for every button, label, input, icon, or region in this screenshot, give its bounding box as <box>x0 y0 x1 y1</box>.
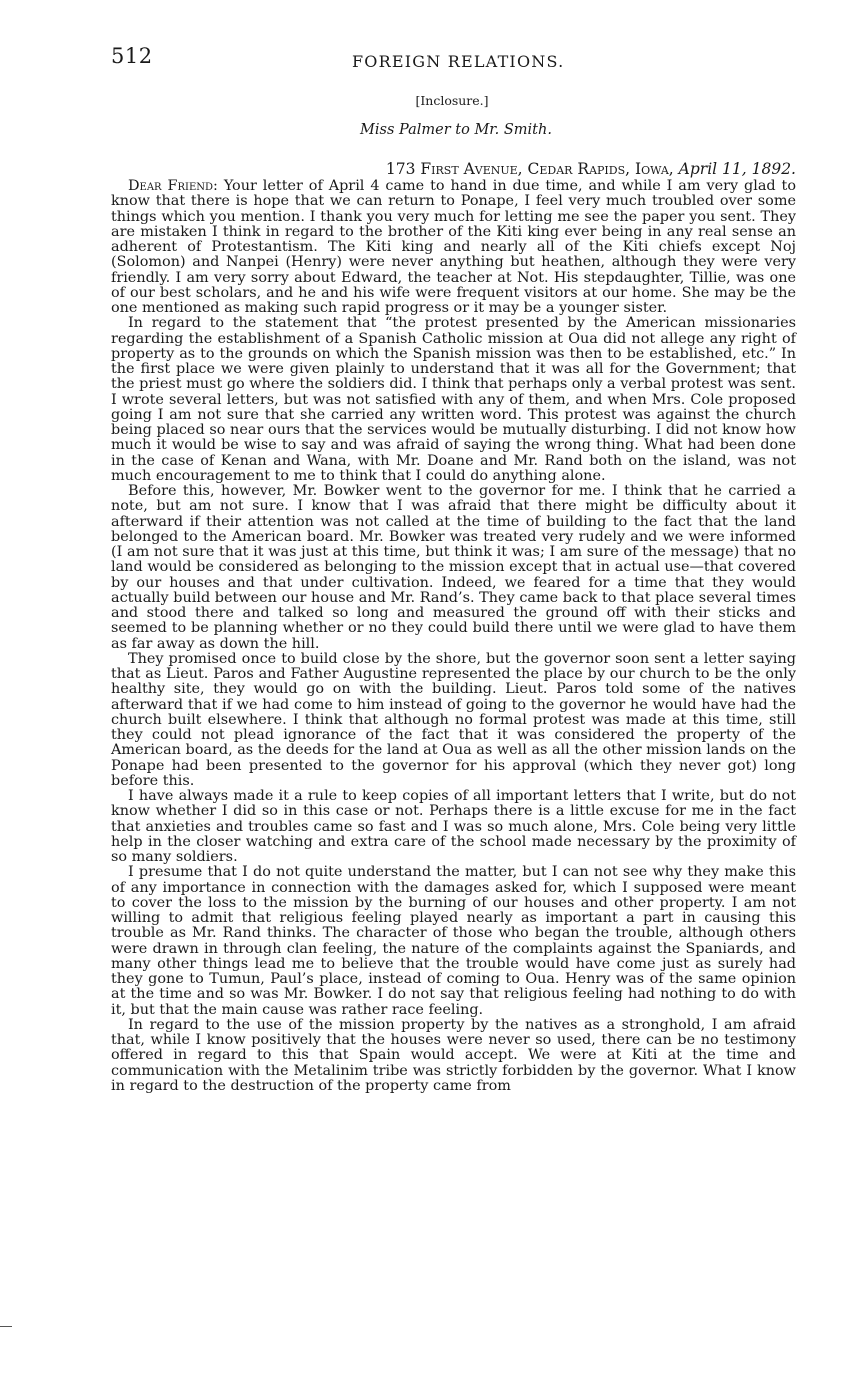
paragraph-3: Before this, however, Mr. Bowker went to the governor for me. I think that he carried a note, but am not sure. I know that I was afraid that there might be difficulty about it afterward if their attention was not called at the time of building to the fact that the land belonged to the American board. Mr. Bowker was treated very rudely and we were informed (I am not sure that it was just at this time, but think it was; I am sure of the message) that no land would be considered as belonging to the mission except that in actual use—that covered by our houses and that under cultivation. Indeed, we feared for a time that they would actually build between our house and Mr. Rand’s. They came back to that place several times and stood there and talked so long and measured the ground off with their sticks and seemed to be planning whether or no they could build there until we were glad to have them as far away as down the hill. <box>111 483 796 652</box>
running-title: FOREIGN RELATIONS. <box>352 52 565 71</box>
letter-address-line <box>386 160 796 178</box>
paragraph-5: I have always made it a rule to keep copies of all important letters that I write, but do not know whether I did so in this case or not. Perhaps there is a little excuse for me in the fact that anxieties and troubles came so fast and I was so much alone, Mrs. Cole being very little help in the closer watching and extra care of the school made necessary by the proximity of so many soldiers. <box>111 788 796 865</box>
paragraph-text: Your letter of April 4 came to hand in due time, and while I am very glad to know that there is hope that we can return to Ponape, I feel very much troubled over some things which you mention. I thank you very much for letting me see the paper you sent. They are mistaken I think in regard to the brother of the Kiti king ever being in any real sense an adherent of Protestantism. The Kiti king and nearly all of the Kiti chiefs except Noj (Solomon) and Nanpei (Henry) were never anything but heathen, although they were very friendly. I am very sorry about Edward, the teacher at Not. His stepdaughter, Tillie, was one of our best scholars, and he and his wife were frequent visitors at our home. She may be the one mentioned as making such rapid progress or it may be a younger sister. <box>111 178 796 316</box>
margin-rule <box>0 1326 12 1327</box>
paragraph-4: They promised once to build close by the shore, but the governor soon sent a letter saying that as Lieut. Paros and Father Augustine represented the place by our church to be the only healthy site, they would go on with the building. Lieut. Paros told some of the natives afterward that if we had come to him instead of going to the governor he would have had the church built elsewhere. I think that although no formal protest was made at this time, still they could not plead ignorance of the fact that it was considered the property of the American board, as the deeds for the land at Oua as well as all the other mission lands on the Ponape had been presented to the governor for his approval (which they never got) long before this. <box>111 650 796 789</box>
paragraph-1 <box>111 179 796 316</box>
paragraph-7: In regard to the use of the mission property by the natives as a stronghold, I am afraid that, while I know positively that the houses were never so used, there can be no testimony offered in regard to this that Spain would accept. We were at Kiti at the time and communication with the Metalinim tribe was strictly forbidden by the governor. What I know in regard to the destruction of the property came from <box>111 1016 796 1094</box>
letter-title: Miss Palmer to Mr. Smith. <box>360 122 552 138</box>
page-number: 512 <box>111 44 153 68</box>
letter-date: April 11, 1892. <box>678 160 796 178</box>
letter-location: 173 First Avenue, Cedar Rapids, Iowa, <box>385 160 674 178</box>
paragraph-2: In regard to the statement that “the protest presented by the American missionaries regarding the establishment of a Spanish Catholic mission at Oua did not allege any right of property as to the grounds on which the Spanish mission was then to be established, etc.” In the first place we were given plainly to understand that it was all for the Government; that the priest must go where the soldiers did. I think that perhaps only a verbal protest was sent. I wrote several letters, but was not satisfied with any of them, and when Mrs. Cole proposed going I am not sure that she carried any written word. This protest was against the church being placed so near ours that the services would be mutually disturbing. I did not know how much it would be wise to say and was afraid of saying the wrong thing. What had been done in the case of Kenan and Wana, with Mr. Doane and Mr. Rand both on the island, was not much encouragement to me to think that I could do anything alone. <box>111 315 796 484</box>
letter-body <box>111 179 796 1094</box>
paragraph-6: I presume that I do not quite understand the matter, but I can not see why they make this of any importance in connection with the damages asked for, which I supposed were meant to cover the loss to the mission by the burning of our houses and other property. I am not willing to admit that religious feeling played nearly as important a part in causing this trouble as Mr. Rand thinks. The character of those who began the trouble, although others were drawn in through clan feeling, the nature of the complaints against the Spaniards, and many other things lead me to believe that the trouble would have come just as surely had they gone to Tumun, Paul’s place, instead of coming to Oua. Henry was of the same opinion at the time and so was Mr. Bowker. I do not say that religious feeling had nothing to do with it, but that the main cause was rather race feeling. <box>111 864 796 1018</box>
salutation: Dear Friend: <box>128 178 218 194</box>
inclosure-label: [Inclosure.] <box>415 93 489 108</box>
